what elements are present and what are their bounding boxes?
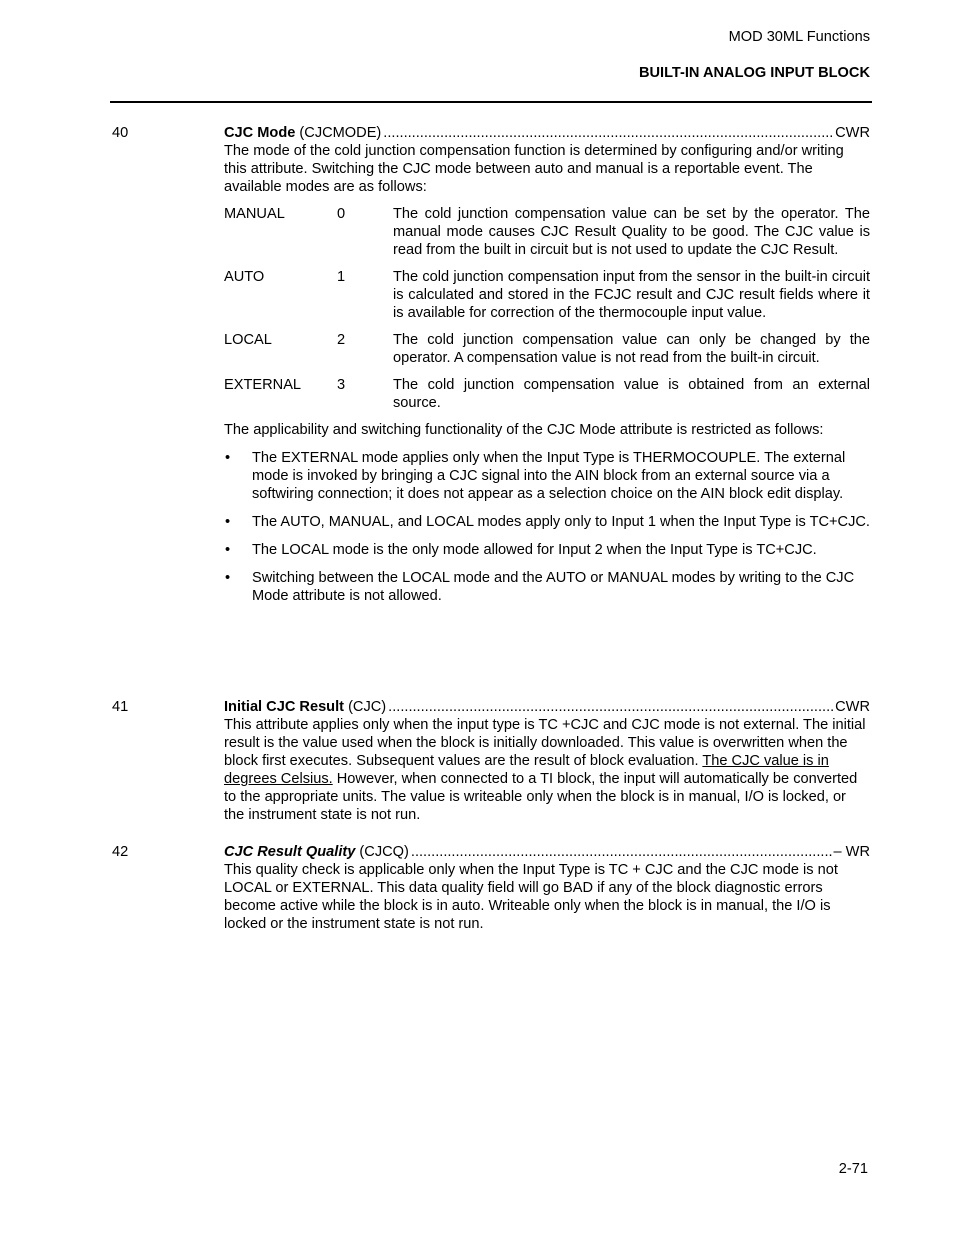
mode-table — [224, 205, 870, 412]
attribute-41-access-code: CWR — [835, 699, 870, 715]
attribute-40-name: CJC Mode — [224, 125, 296, 141]
attribute-41-description — [224, 716, 870, 824]
attribute-41-mnemonic: (CJC) — [344, 699, 387, 715]
bullet: • — [225, 450, 231, 466]
mode-description: The cold junction compensation value can only be changed by the operator. A compensation value is not read from the built-in circuit. — [393, 332, 870, 366]
celsius-note: The CJC value is in degrees Celsius. — [224, 753, 829, 787]
attribute-42-name: CJC Result Quality — [224, 844, 356, 860]
attribute-42-mnemonic: (CJCQ) — [355, 844, 409, 860]
attribute-40-description: The mode of the cold junction compensation function is determined by configuring and/or writing this attribute. Switching the CJC mode between auto and manual is a reportable event. The available modes are as follows: — [224, 143, 844, 195]
dot-leader — [388, 698, 833, 716]
bullet: • — [225, 514, 231, 530]
attribute-42-description: This quality check is applicable only when the Input Type is TC + CJC and the CJC mode is not LOCAL or EXTERNAL. This data quality field will go BAD if any of the block diagnostic errors become active while the block is in auto. Writeable only when the block is in manual, the I/O is locked or the instrument state is not run. — [224, 862, 838, 932]
dot-leader — [383, 124, 833, 142]
mode-value: 1 — [337, 269, 346, 285]
mode-value: 0 — [337, 206, 346, 222]
running-header-title: MOD 30ML Functions — [728, 29, 870, 45]
mode-name: MANUAL — [224, 206, 285, 222]
mode-value: 2 — [337, 332, 346, 348]
attribute-41-name: Initial CJC Result — [224, 699, 345, 715]
page-number: 2-71 — [838, 1161, 868, 1177]
attribute-40-access-code: CWR — [835, 125, 870, 141]
mode-name: LOCAL — [224, 332, 272, 348]
list-item — [224, 449, 870, 503]
description-text: This attribute applies only when the input type is TC +CJC and CJC mode is not external. The initial result is the value used when the block is initially downloaded. This value is overwritten when the block first executes. Subsequent values are the result of block evaluation. — [224, 717, 866, 769]
bullet: • — [225, 570, 231, 586]
attribute-41-title — [224, 698, 386, 716]
list-item — [224, 513, 870, 531]
running-header-section: BUILT-IN ANALOG INPUT BLOCK — [638, 65, 870, 81]
attribute-42-title-line — [224, 843, 870, 861]
mode-row — [224, 205, 870, 259]
list-item-text: The LOCAL mode is the only mode allowed for Input 2 when the Input Type is TC+CJC. — [252, 542, 817, 558]
list-item-text: The AUTO, MANUAL, and LOCAL modes apply only to Input 1 when the Input Type is TC+CJC. — [252, 514, 870, 530]
bullet: • — [225, 542, 231, 558]
attribute-number-42: 42 — [112, 844, 129, 860]
attribute-40-title-line — [224, 124, 870, 142]
list-item — [224, 541, 870, 559]
restriction-list — [224, 449, 870, 605]
attribute-number-40: 40 — [112, 125, 129, 141]
list-item-text: Switching between the LOCAL mode and the AUTO or MANUAL modes by writing to the CJC Mode attribute is not allowed. — [252, 570, 855, 604]
mode-value: 3 — [337, 377, 346, 393]
attribute-40-mnemonic: (CJCMODE) — [295, 125, 382, 141]
attribute-42 — [224, 843, 870, 933]
list-item-text: The EXTERNAL mode applies only when the Input Type is THERMOCOUPLE. The external mode is invoked by bringing a CJC signal into the AIN block from an external source via a softwiring connection; it does not appear as a selection choice on the AIN block edit display. — [252, 450, 846, 502]
attribute-number-41: 41 — [112, 699, 129, 715]
attribute-41-title-line — [224, 698, 870, 716]
attribute-41 — [224, 698, 870, 824]
attribute-40 — [224, 124, 870, 615]
mode-description: The cold junction compensation value can be set by the operator. The manual mode causes CJC Result Quality to be good. The CJC value is read from the built in circuit but is not used to update the CJC Result. — [393, 206, 870, 258]
mode-row — [224, 331, 870, 367]
mode-description: The cold junction compensation input from the sensor in the built-in circuit is calculated and stored in the FCJC result and CJC result fields where it is available for correction of the thermocouple input value. — [393, 269, 870, 321]
attribute-40-title — [224, 124, 381, 142]
attribute-42-title — [224, 843, 409, 861]
mode-name: AUTO — [224, 269, 265, 285]
mode-description: The cold junction compensation value is obtained from an external source. — [393, 377, 870, 411]
description-text: However, when connected to a TI block, the input will automatically be converted to the appropriate units. The value is writeable only when the block is in manual, I/O is locked, or the instrument state is not run. — [224, 771, 858, 823]
mode-name: EXTERNAL — [224, 377, 302, 393]
dot-leader — [411, 843, 832, 861]
list-item — [224, 569, 870, 605]
mode-row — [224, 268, 870, 322]
attribute-42-access-code: – WR — [833, 844, 870, 860]
restriction-intro: The applicability and switching functionality of the CJC Mode attribute is restricted as follows: — [224, 422, 824, 438]
header-rule — [110, 101, 872, 103]
mode-row — [224, 376, 870, 412]
